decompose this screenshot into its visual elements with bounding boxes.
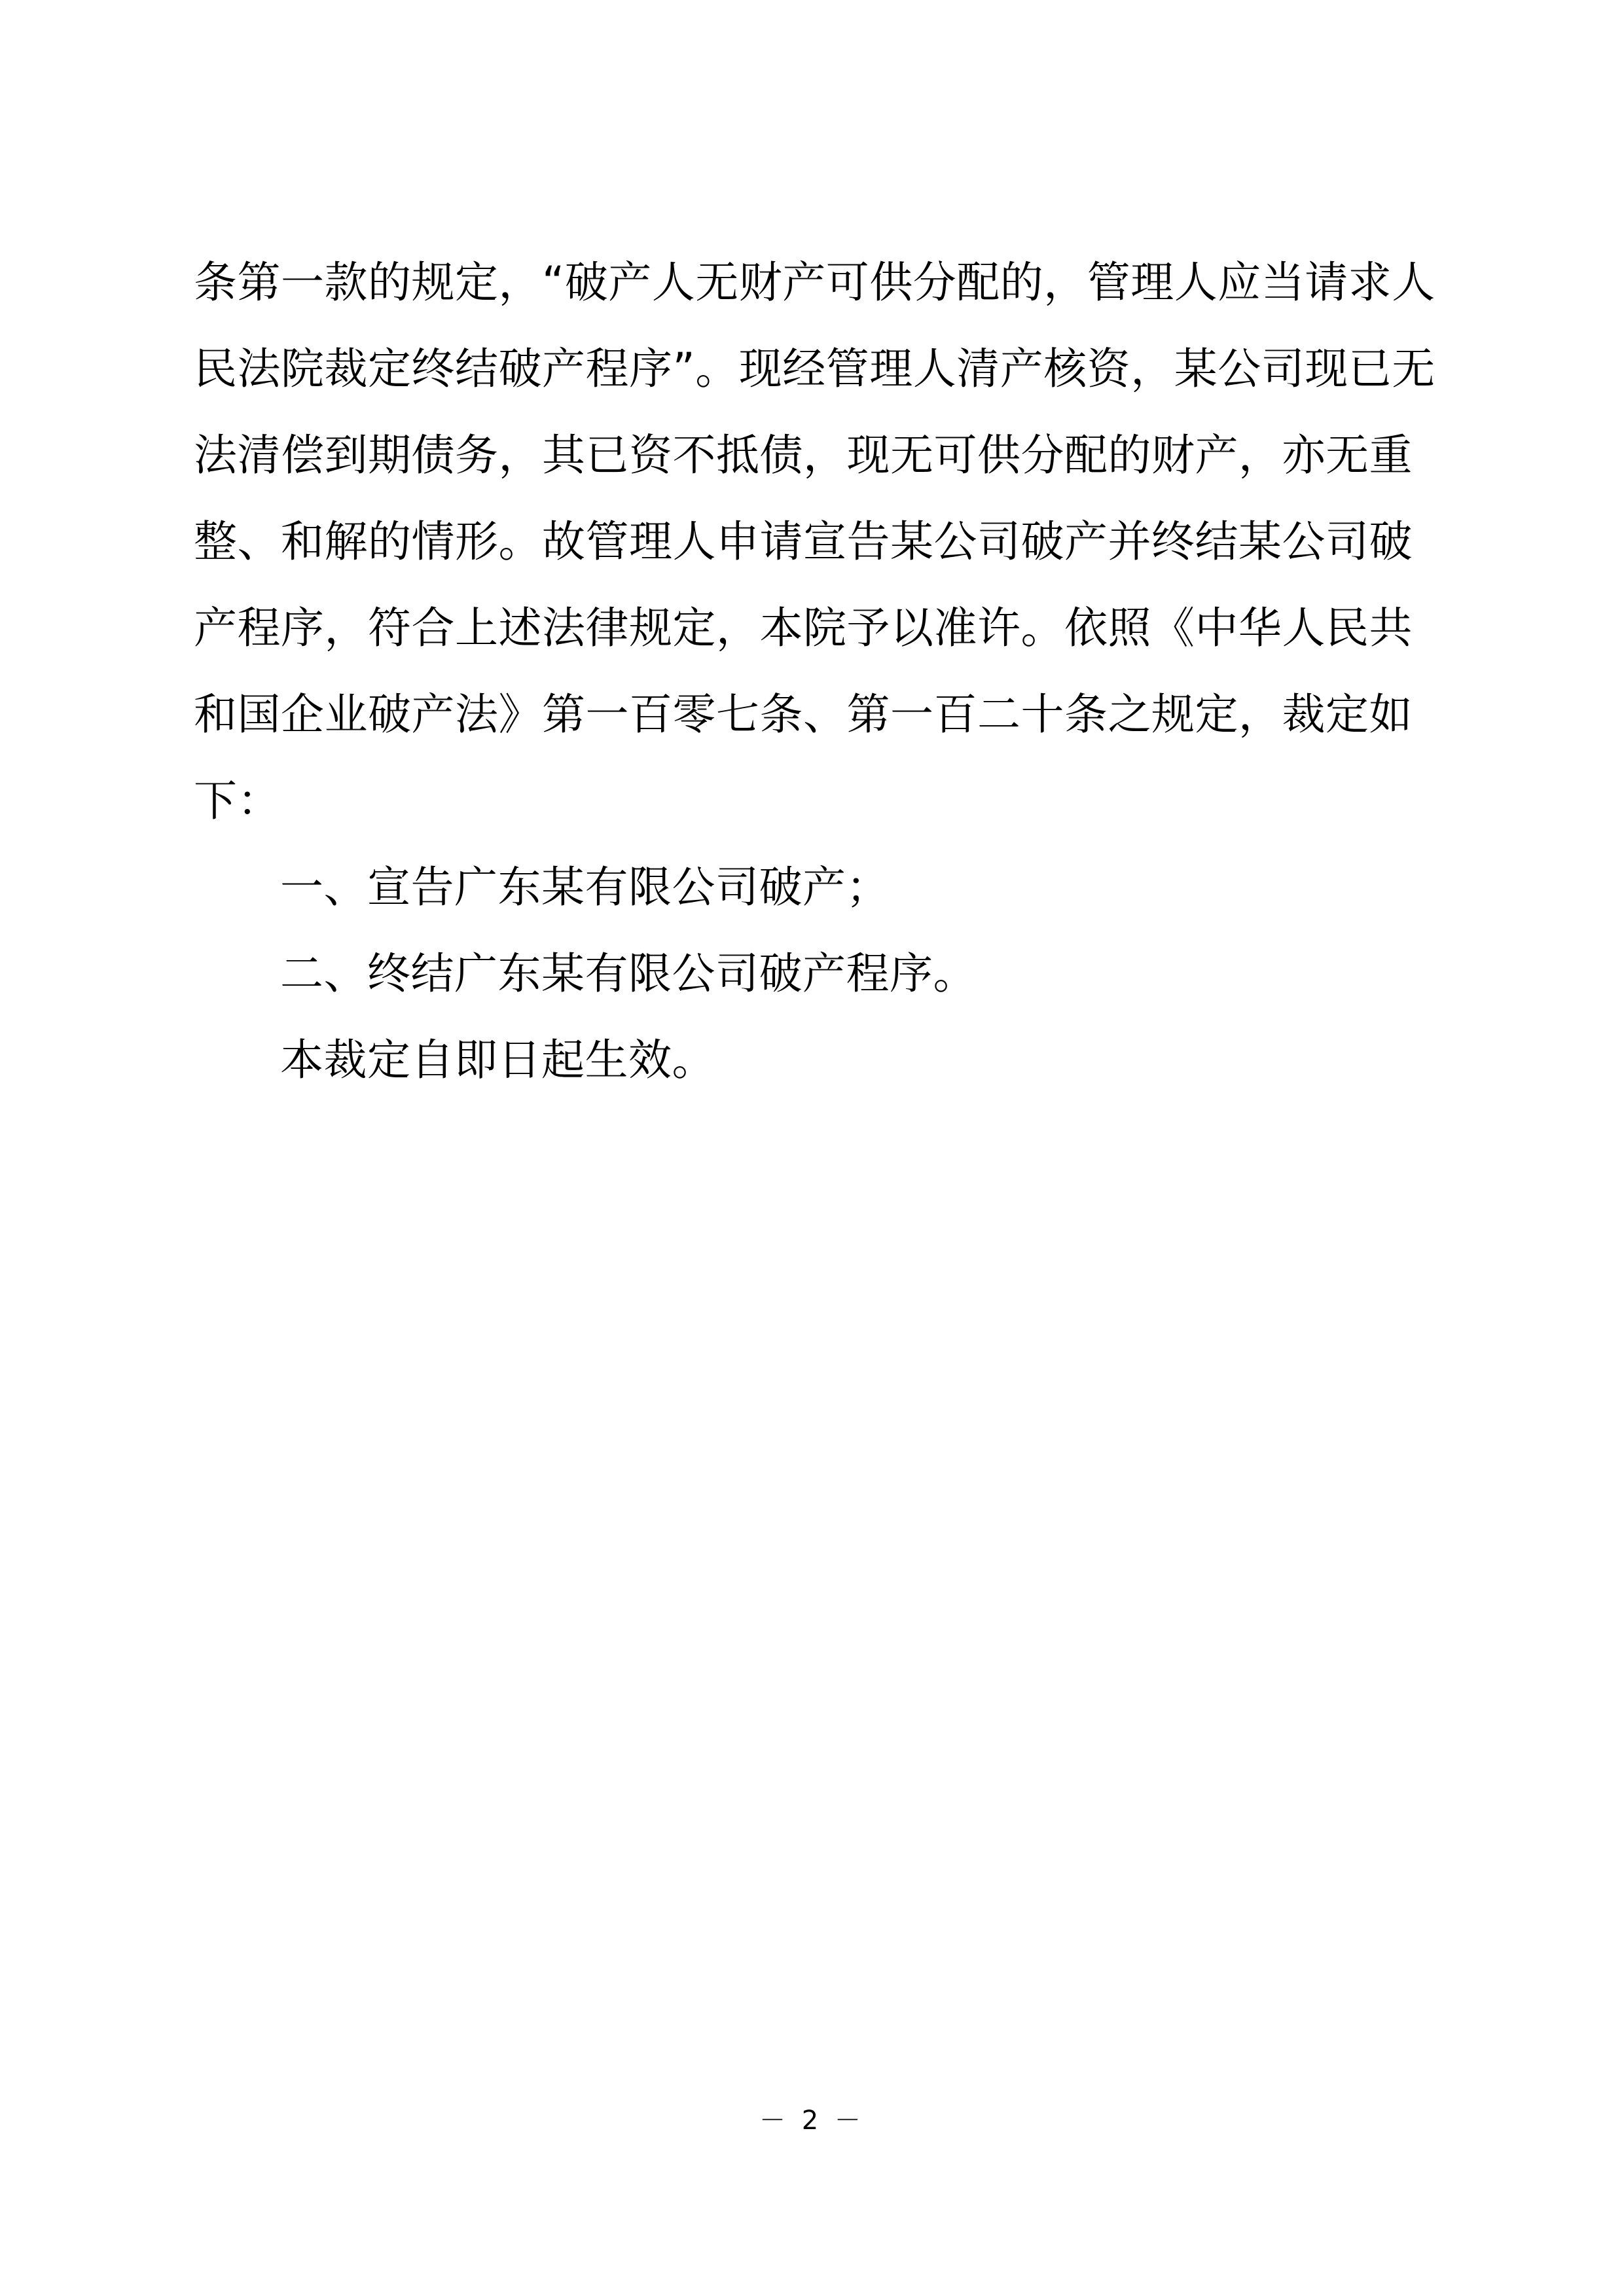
document-body: [194, 240, 1437, 1103]
paragraph-line: 产程序，符合上述法律规定，本院予以准许。依照《中华人民共: [194, 603, 1413, 653]
ruling-item-1: 一、宣告广东某有限公司破产；: [280, 862, 890, 912]
paragraph-line: 民法院裁定终结破产程序”。现经管理人清产核资，某公司现已无: [194, 344, 1435, 394]
paragraph-line: 整、和解的情形。故管理人申请宣告某公司破产并终结某公司破: [194, 516, 1413, 567]
effective-statement: 本裁定自即日起生效。: [280, 1035, 715, 1085]
paragraph-line: 条第一款的规定，“破产人无财产可供分配的，管理人应当请求人: [194, 257, 1435, 308]
page-number: － 2 －: [759, 2106, 865, 2136]
paragraph-line: 法清偿到期债务，其已资不抵债，现无可供分配的财产，亦无重: [194, 430, 1413, 480]
ruling-item-2: 二、终结广东某有限公司破产程序。: [280, 948, 977, 999]
paragraph-line: 下：: [194, 776, 281, 826]
paragraph-line: 和国企业破产法》第一百零七条、第一百二十条之规定，裁定如: [194, 689, 1413, 740]
